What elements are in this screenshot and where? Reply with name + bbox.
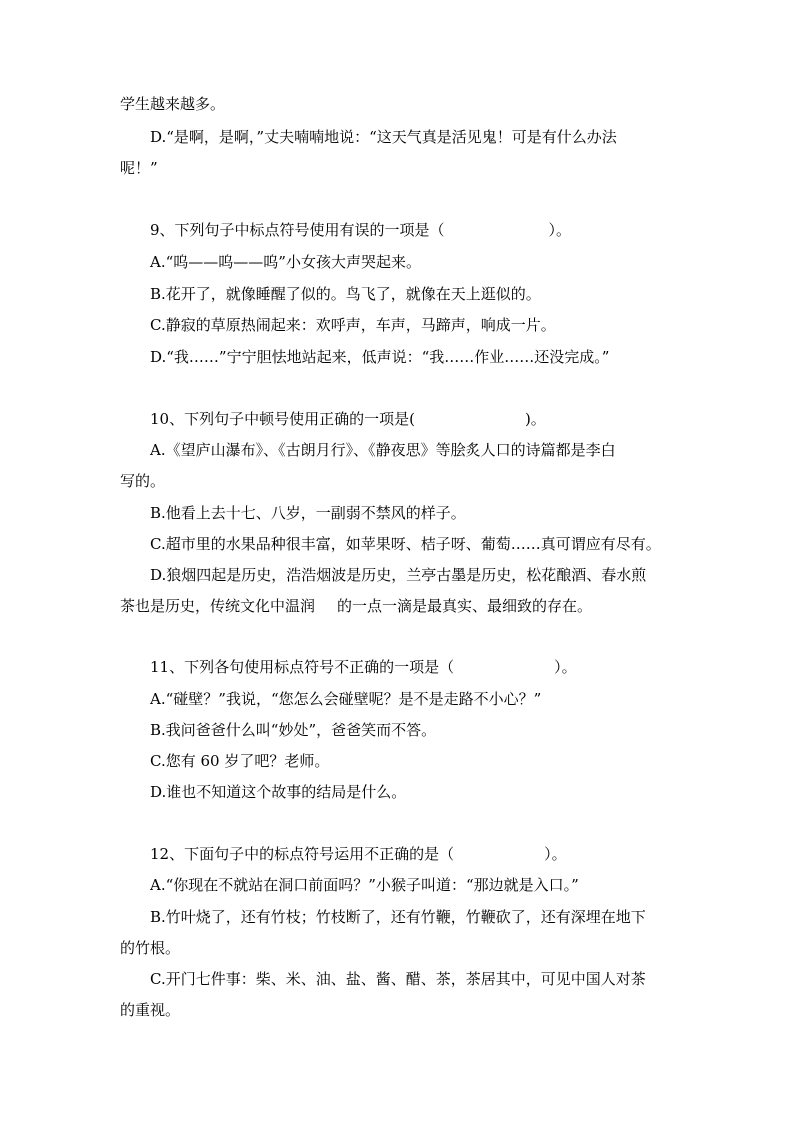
question-9-stem	[150, 220, 710, 240]
option-d-line2: 呢！”	[120, 159, 158, 177]
question-10-stem-end: )。	[524, 410, 546, 428]
question-11-stem	[150, 657, 710, 677]
question-10-stem	[150, 409, 710, 429]
question-12-option-b-line1: B.竹叶烧了，还有竹枝；竹枝断了，还有竹鞭，竹鞭砍了，还有深埋在地下	[150, 908, 646, 926]
question-10-option-d-line1: D.狼烟四起是历史，浩浩烟波是历史，兰亭古墨是历史，松花酿酒、春水煎	[150, 566, 647, 584]
question-10-option-d-line2-part1: 茶也是历史，传统文化中温润	[120, 597, 316, 615]
question-9-stem-text: 9、下列句子中标点符号使用有误的一项是（	[150, 221, 445, 239]
question-10-option-d-line2-part2: 的一点一滴是最真实、最细致的存在。	[337, 597, 593, 615]
question-11-option-b: B.我问爸爸什么叫“妙处”，爸爸笑而不答。	[150, 721, 437, 739]
question-10-option-d-line2	[120, 596, 680, 616]
question-12-option-c-line1: C.开门七件事：柴、米、油、盐、酱、醋、茶，茶居其中，可见中国人对茶	[150, 970, 646, 988]
question-12-stem-text: 12、下面句子中的标点符号运用不正确的是（	[150, 845, 455, 863]
question-10-stem-text: 10、下列句子中顿号使用正确的一项是(	[150, 410, 415, 428]
question-10-option-a-line2: 写的。	[120, 472, 166, 490]
question-9-option-c: C.静寂的草原热闹起来：欢呼声，车声，马蹄声，响成一片。	[150, 316, 556, 334]
question-11-option-c: C.您有 60 岁了吧？老师。	[150, 752, 330, 770]
option-d-line1: D.“是啊，是啊，”丈夫喃喃地说：“这天气真是活见鬼！可是有什么办法	[150, 128, 617, 146]
question-12-option-c-line2: 的重视。	[120, 1001, 181, 1019]
question-10-option-b: B.他看上去十七、八岁，一副弱不禁风的样子。	[150, 504, 466, 522]
carry-over-line: 学生越来越多。	[120, 95, 226, 113]
question-11-option-d: D.谁也不知道这个故事的结局是什么。	[150, 783, 407, 801]
question-11-stem-end: ）。	[554, 658, 577, 676]
question-12-option-a: A.“你现在不就站在洞口前面吗？”小猴子叫道：“那边就是入口。”	[150, 876, 579, 894]
question-11-stem-text: 11、下列各句使用标点符号不正确的一项是（	[150, 658, 455, 676]
question-9-option-b: B.花开了，就像睡醒了似的。鸟飞了，就像在天上逛似的。	[150, 285, 541, 303]
question-9-option-a: A.“呜——呜——呜”小女孩大声哭起来。	[150, 253, 421, 271]
question-11-option-a: A.“碰壁？”我说，“您怎么会碰壁呢？是不是走路不小心？”	[150, 690, 542, 708]
question-12-option-b-line2: 的竹根。	[120, 939, 181, 957]
question-10-option-c: C.超市里的水果品种很丰富，如苹果呀、桔子呀、葡萄……真可谓应有尽有。	[150, 535, 661, 553]
question-12-stem-end: ）。	[544, 845, 567, 863]
question-9-option-d: D.“我……”宁宁胆怯地站起来，低声说：“我……作业……还没完成。”	[150, 348, 610, 366]
question-10-option-a-line1: A.《望庐山瀑布》、《古朗月行》、《静夜思》等脍炙人口的诗篇都是李白	[150, 441, 616, 459]
question-9-stem-end: ）。	[548, 221, 572, 239]
question-12-stem	[150, 844, 710, 864]
